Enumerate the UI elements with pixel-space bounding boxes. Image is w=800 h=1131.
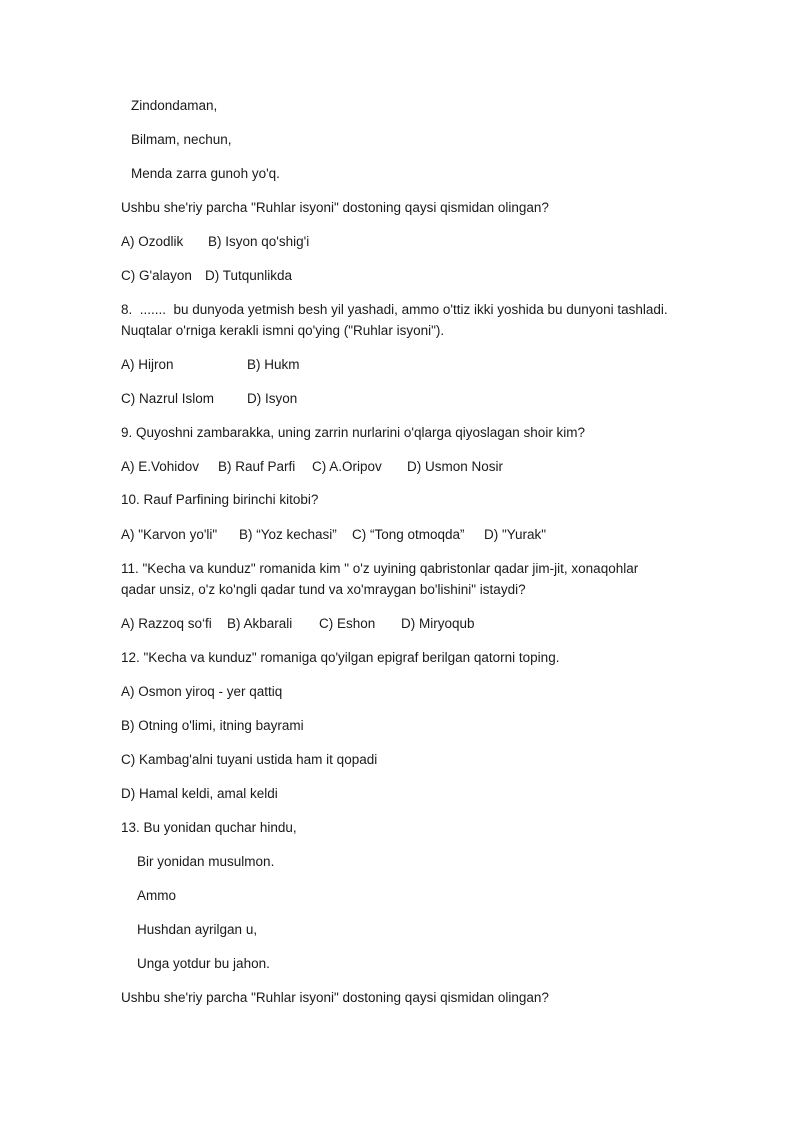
answer-option: A) "Karvon yo'li": [121, 527, 218, 542]
answer-option: D) Tutqunlikda: [205, 268, 293, 283]
question-text: 12. "Kecha va kunduz" romaniga qo'yilgan epigraf berilgan qatorni toping.: [121, 650, 560, 665]
answer-option: D) "Yurak": [484, 527, 547, 542]
answer-option: D) Hamal keldi, amal keldi: [121, 786, 278, 801]
poem-line: Hushdan ayrilgan u,: [137, 922, 258, 937]
answer-option: C) Nazrul Islom: [121, 391, 215, 406]
question-text: 9. Quyoshni zambarakka, uning zarrin nurlarini o'qlarga qiyoslagan shoir kim?: [121, 425, 586, 440]
answer-option: D) Isyon: [247, 391, 298, 406]
answer-option: A) Hijron: [121, 357, 174, 372]
answer-option: A) Ozodlik: [121, 234, 184, 249]
answer-option: D) Miryoqub: [401, 616, 475, 631]
answer-option: C) Kambag'alni tuyani ustida ham it qopadi: [121, 752, 378, 767]
answer-option: A) Osmon yiroq - yer qattiq: [121, 684, 283, 699]
question-text: qadar unsiz, o'z ko'ngli qadar tund va xo'mraygan bo'lishini" istaydi?: [121, 582, 526, 597]
question-text: Ushbu she'riy parcha "Ruhlar isyoni" dostoning qaysi qismidan olingan?: [121, 990, 549, 1005]
answer-option: D) Usmon Nosir: [407, 459, 504, 474]
question-text: Ushbu she'riy parcha "Ruhlar isyoni" dostoning qaysi qismidan olingan?: [121, 200, 549, 215]
answer-option: B) Otning o'limi, itning bayrami: [121, 718, 304, 733]
answer-option: C) A.Oripov: [312, 459, 382, 474]
question-text: 10. Rauf Parfining birinchi kitobi?: [121, 492, 319, 507]
question-text: 11. "Kecha va kunduz" romanida kim " o'z uyining qabristonlar qadar jim-jit, xonaqohlar: [121, 561, 639, 576]
question-text: 13. Bu yonidan quchar hindu,: [121, 820, 297, 835]
answer-option: C) “Tong otmoqda”: [352, 527, 465, 542]
question-text: Nuqtalar o'rniga kerakli ismni qo'ying ("Ruhlar isyoni").: [121, 323, 445, 338]
answer-option: A) E.Vohidov: [121, 459, 200, 474]
answer-option: A) Razzoq so‘fi: [121, 616, 212, 631]
answer-option: B) Akbarali: [227, 616, 293, 631]
poem-line: Ammo: [137, 888, 177, 903]
answer-option: B) Rauf Parfi: [218, 459, 296, 474]
answer-option: C) Eshon: [319, 616, 376, 631]
poem-line: Menda zarra gunoh yo'q.: [131, 166, 280, 181]
answer-option: C) G'alayon: [121, 268, 192, 283]
poem-line: Bilmam, nechun,: [131, 132, 232, 147]
answer-option: B) Hukm: [247, 357, 300, 372]
answer-option: B) “Yoz kechasi”: [239, 527, 337, 542]
question-text: 8. ....... bu dunyoda yetmish besh yil yashadi, ammo o'ttiz ikki yoshida bu dunyoni tashladi.: [121, 302, 668, 317]
poem-line: Bir yonidan musulmon.: [137, 854, 275, 869]
answer-option: B) Isyon qo'shig'i: [208, 234, 310, 249]
poem-line: Unga yotdur bu jahon.: [137, 956, 270, 971]
poem-line: Zindondaman,: [131, 98, 218, 113]
